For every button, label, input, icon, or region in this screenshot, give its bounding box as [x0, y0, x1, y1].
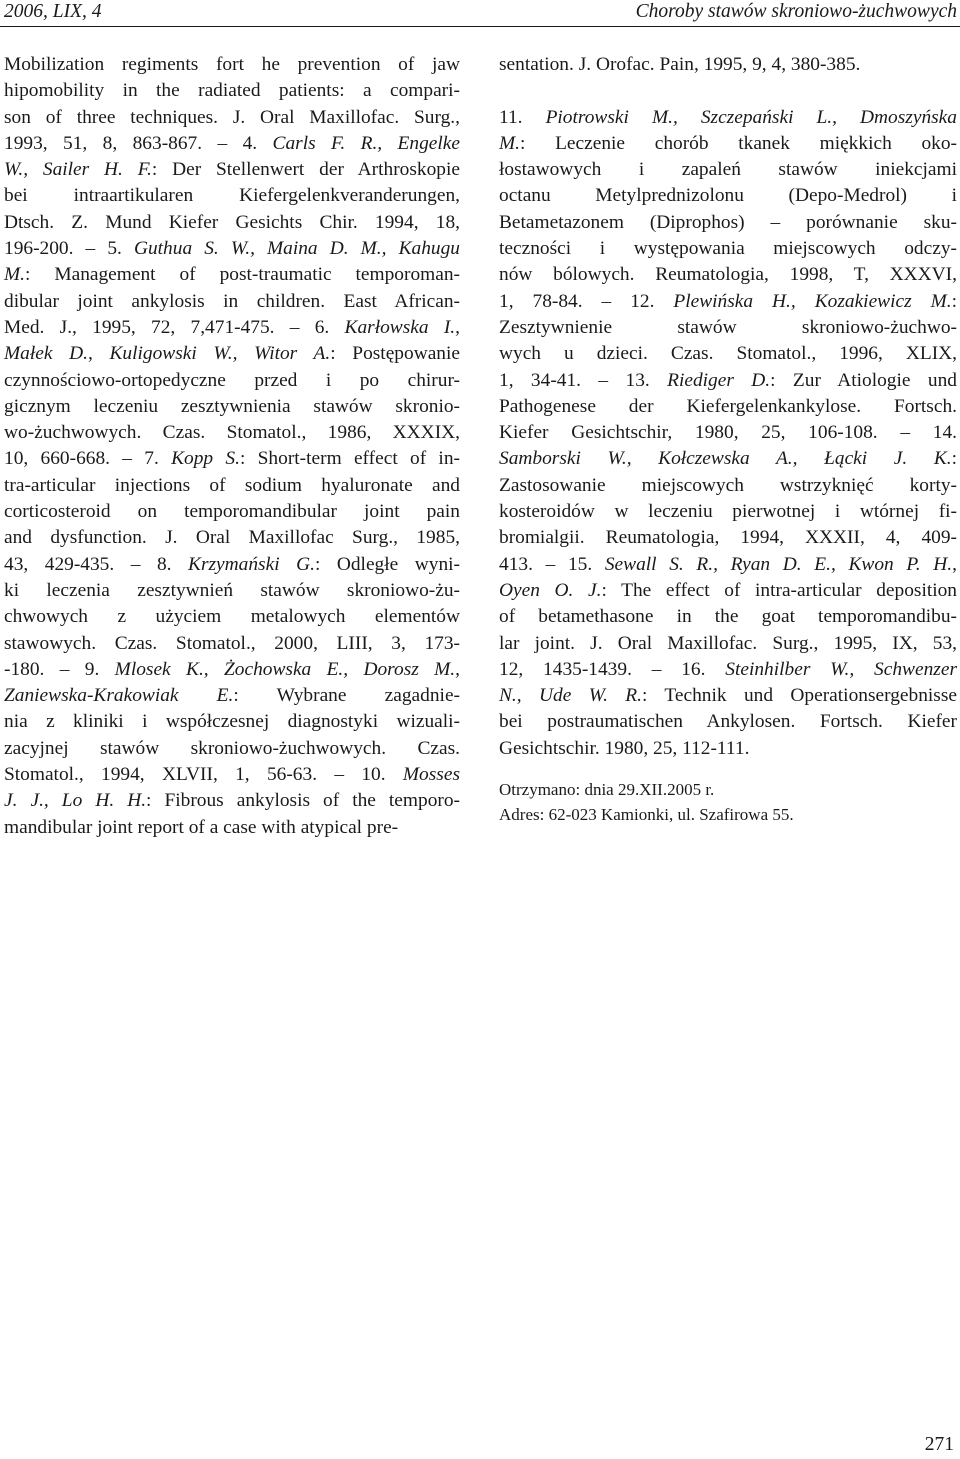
reference-text: gicznym leczeniu zesztywnienia stawów skronio- [4, 395, 460, 417]
reference-text: Dtsch. Z. Mund Kiefer Gesichts Chir. 1994, 18, [4, 211, 460, 233]
reference-line [4, 815, 460, 841]
reference-text: : [951, 448, 957, 470]
reference-line [499, 105, 957, 131]
reference-authors: Steinhilber W., Schwenzer [725, 658, 957, 680]
references-left-column [4, 52, 460, 841]
reference-text: : Leczenie chorób tkanek miękkich oko- [520, 132, 957, 154]
reference-line [4, 788, 460, 814]
article-meta [499, 777, 957, 827]
reference-text: Stomatol., 1994, XLVII, 1, 56-63. – 10. [4, 764, 403, 786]
reference-authors: Piotrowski M., Szczepański L., Dmoszyńska [545, 106, 957, 128]
reference-line [499, 552, 957, 578]
reference-line [499, 736, 957, 762]
reference-line [499, 499, 957, 525]
reference-line [499, 236, 957, 262]
reference-text: : Fibrous ankylosis of the temporo- [146, 790, 461, 812]
reference-authors: J. J., Lo H. H. [4, 790, 147, 812]
reference-text: bei intraartikularen Kiefergelenkveranderungen, [4, 185, 460, 207]
reference-text: teczności i występowania miejscowych odczy- [499, 238, 957, 260]
reference-text: 12, 1435-1439. – 16. [499, 658, 726, 680]
reference-text: kosteroidów w leczeniu pierwotnej i wtórnej fi- [499, 501, 957, 523]
reference-text: 413. – 15. [499, 553, 605, 575]
reference-text: 1, 34-41. – 13. [499, 369, 668, 391]
reference-text: 1993, 51, 8, 863-867. – 4. [4, 132, 273, 154]
reference-text: : Zur Atiologie und [770, 369, 957, 391]
reference-line [4, 709, 460, 735]
reference-text: : The effect of intra-articular deposition [601, 579, 957, 601]
reference-line [4, 78, 460, 104]
reference-text: and dysfunction. J. Oral Maxillofac Surg., 1985, [4, 527, 460, 549]
reference-line [4, 52, 460, 78]
reference-line [4, 446, 460, 472]
reference-text: Zesztywnienie stawów skroniowo-żuchwo- [499, 316, 957, 338]
reference-line [4, 657, 460, 683]
reference-text: bei postraumatischen Ankylosen. Fortsch. Kiefer [499, 711, 957, 733]
reference-text: ki leczenia zesztywnień stawów skroniowo-żu- [4, 579, 460, 601]
reference-line [4, 394, 460, 420]
reference-line [499, 604, 957, 630]
reference-authors: Karłowska I. [344, 316, 456, 338]
reference-line [4, 341, 460, 367]
reference-line [4, 473, 460, 499]
reference-line [4, 762, 460, 788]
reference-text: son of three techniques. J. Oral Maxillofac. Surg. [4, 106, 456, 128]
received-date: Otrzymano: dnia 29.XII.2005 r. [499, 780, 715, 800]
reference-line [499, 289, 957, 315]
running-header-issue: 2006, LIX, 4 [4, 1, 102, 22]
reference-text: zacyjnej stawów skroniowo-żuchwowych. Czas. [4, 737, 460, 759]
reference-text: 196-200. – 5. [4, 238, 134, 260]
reference-text: : Postępowanie [330, 343, 460, 365]
reference-text: Betametazonem (Diprophos) – porównanie sku- [499, 211, 957, 233]
reference-text: -180. – 9. [4, 658, 115, 680]
reference-text: 43, 429-435. – 8. [4, 553, 189, 575]
reference-text: , [455, 316, 460, 338]
spacer [499, 762, 957, 777]
reference-line [499, 157, 957, 183]
reference-text: sentation. J. Orofac. Pain, 1995, 9, 4, 380-385. [499, 54, 861, 75]
reference-text: 10, 660-668. – 7. [4, 448, 172, 470]
reference-text: of betamethasone in the goat temporomandibu- [499, 606, 957, 628]
reference-authors: W., Sailer H. F. [4, 159, 152, 181]
reference-text: Mobilization regiments fort he prevention of jaw [4, 54, 460, 75]
reference-text: 11. [499, 106, 546, 128]
reference-line [4, 105, 460, 131]
reference-authors: Oyen O. J. [499, 579, 602, 601]
reference-line [4, 368, 460, 394]
reference-text: : [951, 290, 957, 312]
reference-line [4, 578, 460, 604]
reference-text: wych u dzieci. Czas. Stomatol., 1996, XLIX, [499, 343, 957, 365]
reference-line [499, 183, 957, 209]
reference-text: tra-articular injections of sodium hyaluronate and [4, 474, 460, 496]
reference-authors: Mlosek K., Żochowska E., Dorosz M. [114, 658, 456, 680]
reference-line [499, 446, 957, 472]
reference-line [4, 315, 460, 341]
references-right-column [499, 52, 957, 827]
reference-text: , [952, 553, 957, 575]
reference-text: octanu Metylprednizolonu (Depo-Medrol) i [499, 185, 957, 207]
reference-line [4, 683, 460, 709]
reference-authors: Małek D., Kuligowski W., Witor A. [4, 343, 331, 365]
reference-line [4, 631, 460, 657]
reference-authors: N., Ude W. R. [499, 685, 642, 707]
reference-authors: Carls F. R., Engelke [272, 132, 460, 154]
reference-text: : Der Stellenwert der Arthroskopie [151, 159, 460, 181]
reference-authors: Plewińska H., Kozakiewicz M. [673, 290, 952, 312]
reference-line [499, 420, 957, 446]
reference-line [4, 157, 460, 183]
reference-authors: Zaniewska-Krakowiak E. [4, 685, 234, 707]
reference-line [499, 315, 957, 341]
reference-text: hipomobility in the radiated patients: a compari- [4, 80, 460, 102]
reference-line [499, 394, 957, 420]
reference-text: , [455, 658, 460, 680]
reference-line [4, 604, 460, 630]
reference-line [4, 420, 460, 446]
reference-text: : Management of post-traumatic temporoman- [25, 264, 460, 286]
reference-line [499, 525, 957, 551]
reference-line [4, 131, 460, 157]
reference-text: wo-żuchwowych. Czas. Stomatol., 1986, XXXIX, [4, 422, 460, 444]
reference-authors: Guthua S. W., Maina D. M., Kahugu [133, 238, 460, 260]
reference-text: lar joint. J. Oral Maxillofac. Surg., 1995, IX, 53, [499, 632, 957, 654]
reference-line [499, 131, 957, 157]
reference-text: dibular joint ankylosis in children. East African- [4, 290, 460, 312]
reference-line [4, 236, 460, 262]
reference-text: Gesichtschir. 1980, 25, 112-111. [499, 737, 750, 759]
reference-line [499, 657, 957, 683]
header-rule [0, 26, 960, 27]
page-number: 271 [924, 1434, 954, 1455]
reference-authors: Krzymański G. [188, 553, 315, 575]
references-right-list [499, 52, 957, 762]
reference-line [499, 78, 957, 104]
reference-line [4, 183, 460, 209]
reference-authors: M. [4, 264, 26, 286]
reference-text: łostawowych i zapaleń stawów iniekcjami [499, 159, 957, 181]
reference-line [4, 525, 460, 551]
reference-line [4, 289, 460, 315]
reference-text: Med. J., 1995, 72, 7,471-475. – 6. [4, 316, 345, 338]
reference-text: corticosteroid on temporomandibular joint pain [4, 501, 460, 523]
reference-line [499, 631, 957, 657]
reference-line [499, 368, 957, 394]
reference-text: : Short-term effect of in- [239, 448, 460, 470]
reference-authors: Sewall S. R., Ryan D. E., Kwon P. H. [604, 553, 953, 575]
reference-text: Pathogenese der Kiefergelenkankylose. Fortsch. [499, 395, 957, 417]
reference-line [499, 262, 957, 288]
reference-authors: Kopp S. [171, 448, 240, 470]
running-header-title: Choroby stawów skroniowo-żuchwowych [635, 1, 957, 22]
reference-text: mandibular joint report of a case with atypical pre- [4, 816, 399, 838]
reference-text: , [455, 106, 460, 128]
reference-line [499, 341, 957, 367]
reference-authors: Riediger D. [667, 369, 771, 391]
reference-text: Zastosowanie miejscowych wstrzyknięć korty- [499, 474, 957, 496]
reference-line [499, 473, 957, 499]
reference-text: : Odległe wyni- [314, 553, 460, 575]
reference-text: bromialgii. Reumatologia, 1994, XXXII, 4, 409- [499, 527, 957, 549]
reference-authors: Samborski W., Kołczewska A., Łącki J. K. [499, 448, 952, 470]
reference-text: chwowych z użyciem metalowych elementów [4, 606, 460, 628]
reference-text: czynnościowo-ortopedyczne przed i po chirur- [4, 369, 460, 391]
reference-line [4, 552, 460, 578]
reference-text: 1, 78-84. – 12. [499, 290, 674, 312]
reference-text: nów bólowych. Reumatologia, 1998, T, XXXVI, [499, 264, 957, 286]
reference-line [499, 210, 957, 236]
reference-authors: Mosses [402, 764, 460, 786]
reference-line [499, 709, 957, 735]
reference-line [4, 262, 460, 288]
reference-text: nia z kliniki i współczesnej diagnostyki wizuali- [4, 711, 460, 733]
reference-authors: M. [499, 132, 521, 154]
reference-line [499, 683, 957, 709]
reference-line [4, 499, 460, 525]
reference-text: : Wybrane zagadnie- [233, 685, 461, 707]
reference-line [499, 52, 957, 78]
reference-line [4, 736, 460, 762]
reference-text: stawowych. Czas. Stomatol., 2000, LIII, 3, 173- [4, 632, 460, 654]
reference-line [4, 210, 460, 236]
reference-line [499, 578, 957, 604]
reference-text: Kiefer Gesichtschir, 1980, 25, 106-108. – 14. [499, 422, 957, 444]
author-address: Adres: 62-023 Kamionki, ul. Szafirowa 55. [499, 805, 794, 825]
reference-text: : Technik und Operationsergebnisse [641, 685, 957, 707]
